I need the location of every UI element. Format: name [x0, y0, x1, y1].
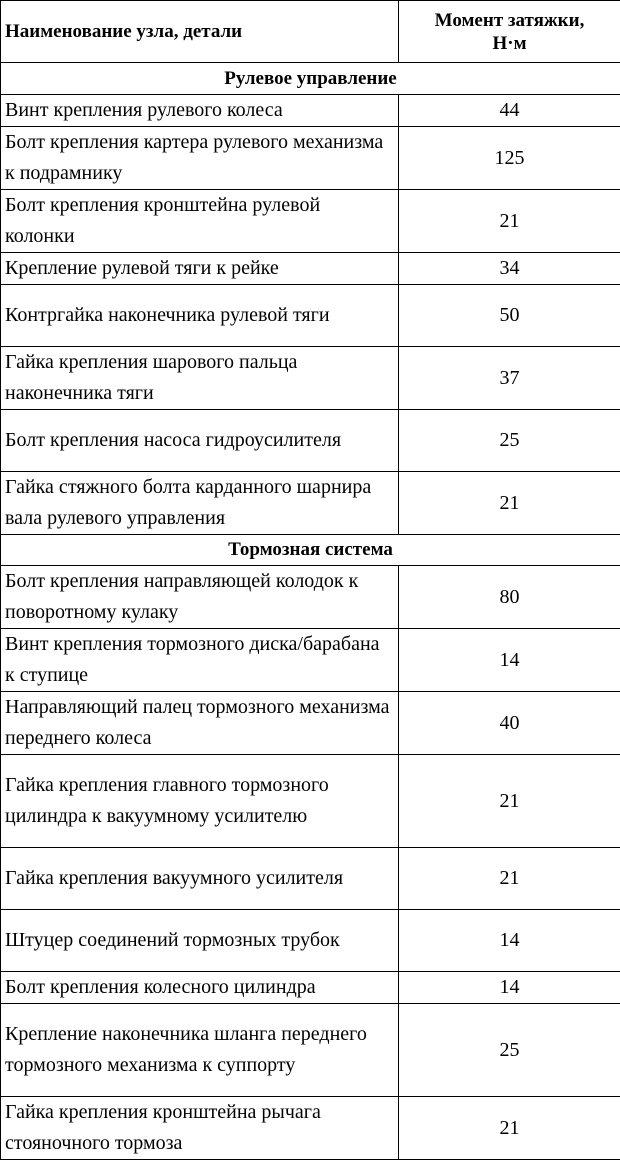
part-name: Гайка крепления главного тормозного цилиндра к вакуумному усилителю — [1, 755, 399, 848]
part-name: Крепление рулевой тяги к рейке — [1, 253, 399, 285]
table-row — [1, 972, 620, 1004]
column-header-torque — [399, 1, 620, 63]
table-row — [1, 410, 620, 472]
part-name: Гайка крепления вакуумного усилителя — [1, 848, 399, 910]
torque-value: 14 — [399, 972, 620, 1004]
torque-value: 21 — [399, 1097, 620, 1160]
torque-value: 21 — [399, 848, 620, 910]
part-name: Болт крепления колесного цилиндра — [1, 972, 399, 1004]
part-name: Гайка крепления шарового пальца наконечника тяги — [1, 347, 399, 410]
part-name: Контргайка наконечника рулевой тяги — [1, 285, 399, 347]
column-header-name: Наименование узла, детали — [1, 1, 399, 63]
part-name: Болт крепления насоса гидроусилителя — [1, 410, 399, 472]
part-name: Болт крепления кронштейна рулевой колонки — [1, 190, 399, 253]
section-row — [1, 535, 620, 566]
part-name: Винт крепления тормозного диска/барабана к ступице — [1, 629, 399, 692]
section-title-brakes: Тормозная система — [1, 535, 620, 566]
column-header-torque-line1: Момент затяжки, — [435, 10, 585, 31]
part-name: Крепление наконечника шланга переднего тормозного механизма к суппорту — [1, 1004, 399, 1097]
table-row — [1, 910, 620, 972]
part-name: Штуцер соединений тормозных трубок — [1, 910, 399, 972]
part-name: Гайка крепления кронштейна рычага стояночного тормоза — [1, 1097, 399, 1160]
table-row — [1, 253, 620, 285]
section-title-steering: Рулевое управление — [1, 63, 620, 95]
torque-value: 80 — [399, 566, 620, 629]
part-name: Направляющий палец тормозного механизма переднего колеса — [1, 692, 399, 755]
part-name: Болт крепления картера рулевого механизма к подрамнику — [1, 127, 399, 190]
table-row — [1, 285, 620, 347]
torque-value: 25 — [399, 1004, 620, 1097]
table-row — [1, 566, 620, 629]
column-header-torque-unit: Н·м — [492, 33, 526, 54]
table-row — [1, 347, 620, 410]
torque-value: 50 — [399, 285, 620, 347]
table-row — [1, 472, 620, 535]
table-row — [1, 755, 620, 848]
table-header-row — [1, 1, 620, 63]
torque-value: 37 — [399, 347, 620, 410]
table-row — [1, 190, 620, 253]
torque-value: 34 — [399, 253, 620, 285]
table-row — [1, 127, 620, 190]
torque-value: 44 — [399, 95, 620, 127]
part-name: Гайка стяжного болта карданного шарнира вала рулевого управления — [1, 472, 399, 535]
torque-value: 21 — [399, 190, 620, 253]
table-row — [1, 1097, 620, 1160]
torque-value: 125 — [399, 127, 620, 190]
table-row — [1, 848, 620, 910]
torque-value: 21 — [399, 472, 620, 535]
section-row — [1, 63, 620, 95]
part-name: Винт крепления рулевого колеса — [1, 95, 399, 127]
part-name: Болт крепления направляющей колодок к поворотному кулаку — [1, 566, 399, 629]
torque-value: 21 — [399, 755, 620, 848]
torque-value: 14 — [399, 910, 620, 972]
torque-value: 25 — [399, 410, 620, 472]
torque-value: 40 — [399, 692, 620, 755]
torque-value: 14 — [399, 629, 620, 692]
table-row — [1, 692, 620, 755]
table-row — [1, 1004, 620, 1097]
table-row — [1, 95, 620, 127]
table-row — [1, 629, 620, 692]
